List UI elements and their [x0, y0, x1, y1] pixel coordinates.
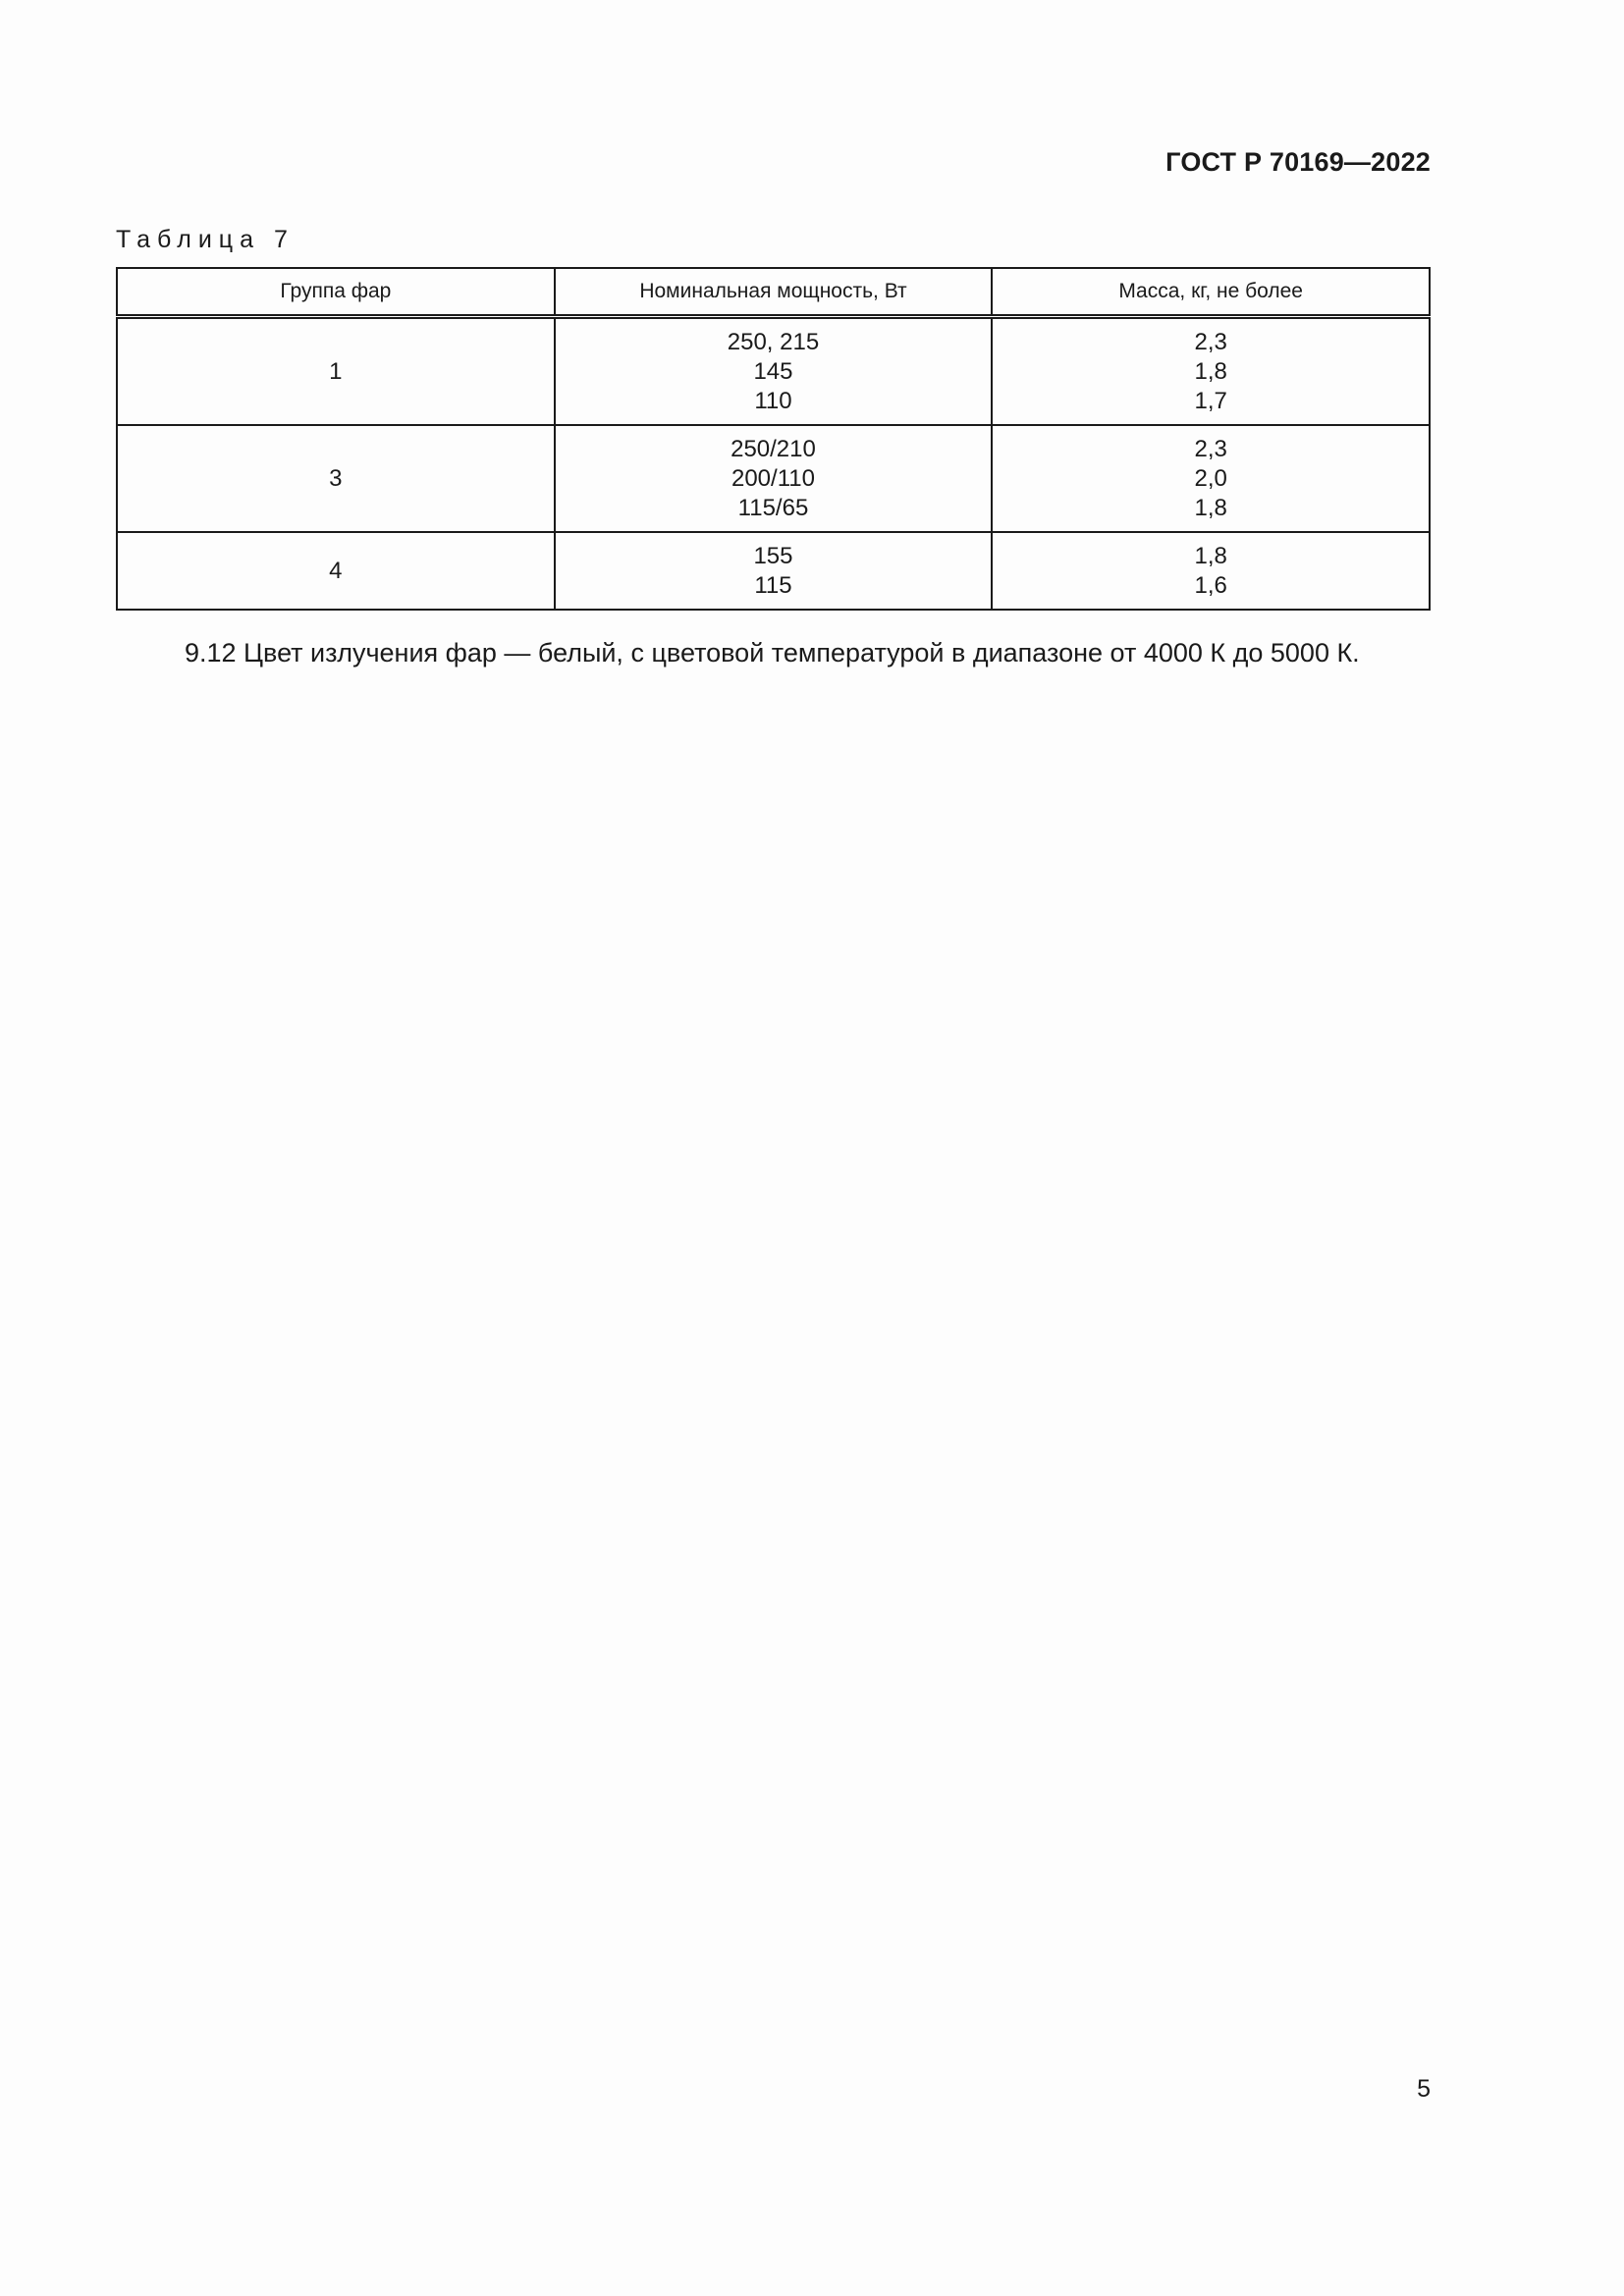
clause-9-12-text: 9.12 Цвет излучения фар — белый, с цветовой температурой в диапазоне от 4000 К до 5000 К. — [185, 638, 1360, 667]
document-code: ГОСТ Р 70169—2022 — [1165, 147, 1431, 177]
cell-mass — [992, 425, 1430, 532]
power-value: 115/65 — [737, 494, 809, 521]
column-header-group: Группа фар — [117, 268, 555, 317]
table-row — [117, 532, 1430, 610]
cell-power — [555, 532, 993, 610]
table-row — [117, 317, 1430, 426]
mass-value: 1,6 — [1194, 571, 1227, 599]
mass-value: 2,3 — [1194, 328, 1227, 355]
cell-group: 1 — [117, 317, 555, 426]
cell-mass — [992, 532, 1430, 610]
table-row — [117, 425, 1430, 532]
power-value: 110 — [754, 387, 792, 414]
mass-value: 1,8 — [1194, 542, 1227, 569]
mass-value: 2,3 — [1194, 435, 1227, 462]
mass-value: 1,8 — [1194, 357, 1227, 385]
mass-value: 1,7 — [1194, 387, 1227, 414]
table-caption-word: Таблица — [116, 226, 261, 253]
cell-group: 4 — [117, 532, 555, 610]
table-header-row — [117, 268, 1430, 317]
power-value: 115 — [754, 571, 792, 599]
column-header-power: Номинальная мощность, Вт — [555, 268, 993, 317]
power-value: 200/110 — [731, 464, 815, 492]
page-number: 5 — [1417, 2075, 1431, 2103]
mass-value: 1,8 — [1194, 494, 1227, 521]
column-header-mass: Масса, кг, не более — [992, 268, 1430, 317]
cell-power — [555, 425, 993, 532]
cell-mass — [992, 317, 1430, 426]
power-value: 250/210 — [731, 435, 816, 462]
power-value: 155 — [753, 542, 793, 569]
cell-group: 3 — [117, 425, 555, 532]
cell-power — [555, 317, 993, 426]
mass-value: 2,0 — [1194, 464, 1227, 492]
power-value: 145 — [753, 357, 793, 385]
table-caption — [116, 226, 288, 254]
data-table — [116, 267, 1431, 611]
power-value: 250, 215 — [727, 328, 820, 355]
table-caption-number: 7 — [273, 226, 288, 253]
